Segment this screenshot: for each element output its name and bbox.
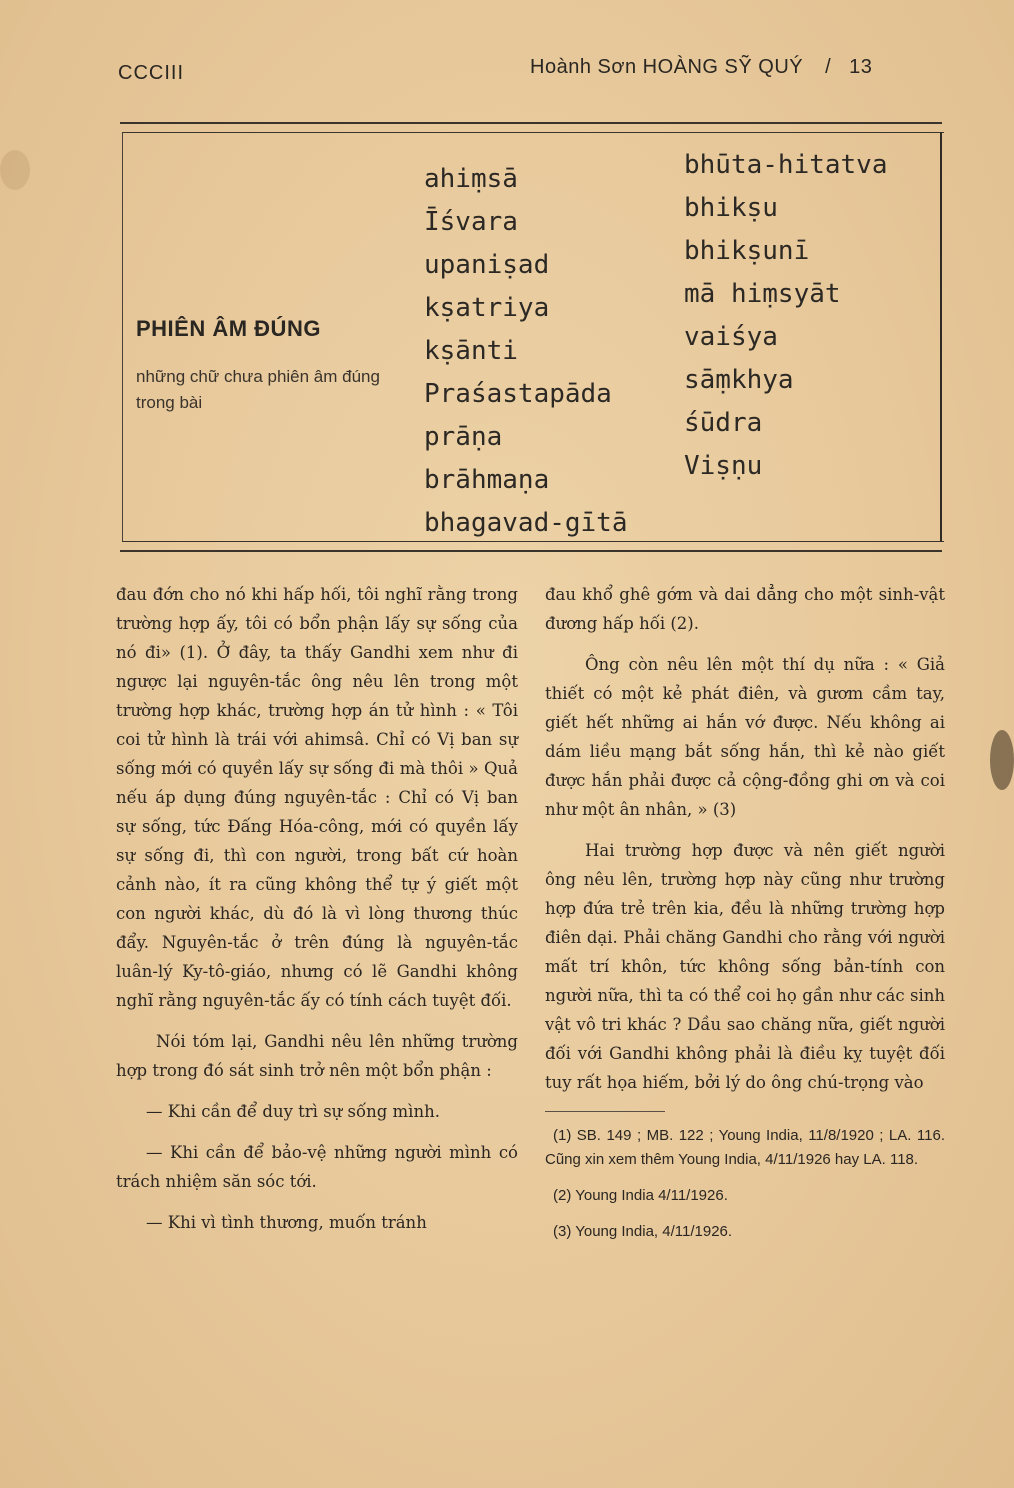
footnote: (2) Young India 4/11/1926. [553, 1187, 728, 1204]
list-item: — Khi vì tình thương, muốn tránh [146, 1213, 427, 1232]
page-number: 13 [849, 56, 873, 78]
term-item: śūdra [684, 408, 763, 438]
header-separator: / [825, 56, 832, 78]
terms-right-list [684, 144, 888, 488]
footnote: (3) Young India, 4/11/1926. [553, 1223, 733, 1240]
term-item: Praśastapāda [424, 379, 612, 409]
footnote-rule [545, 1111, 665, 1112]
box-subtitle: những chữ chưa phiên âm đúng trong bài [136, 367, 380, 412]
body-paragraph: Ông còn nêu lên một thí dụ nữa : « Giả thiết có một kẻ phát điên, và gươm cầm tay, giết hết những ai hắn vớ được. Nếu không ai dám liều mạng bắt sống hắn, thì kẻ nào giết được hắn phải được cả cộng-đồng ghi ơn và coi như một ân nhân, » (3) [545, 655, 945, 819]
running-header-left: CCCIII [118, 62, 184, 84]
term-item: mā hiṃsyāt [684, 279, 841, 309]
term-item: ahiṃsā [424, 164, 518, 194]
body-paragraph: Nói tóm lại, Gandhi nêu lên những trường hợp trong đó sát sinh trở nên một bổn phận : [116, 1032, 518, 1080]
left-column [116, 580, 518, 1249]
bottom-rule [120, 550, 942, 552]
body-paragraph: đau khổ ghê gớm và dai dẳng cho một sinh-vật đương hấp hối (2). [545, 585, 945, 633]
term-item: Viṣṇu [684, 451, 763, 481]
term-item: bhagavad-gītā [424, 508, 628, 538]
term-item: bhikṣu [684, 193, 778, 223]
top-rule [120, 122, 942, 124]
right-column [545, 580, 945, 1256]
paper-stain [990, 730, 1014, 790]
running-header-right [530, 56, 872, 79]
term-item: vaiśya [684, 322, 778, 352]
body-paragraph: Hai trường hợp được và nên giết người ông nêu lên, trường hợp này cũng như trường hợp đứa trẻ trên kia, đều là những trường hợp điên dại. Phải chăng Gandhi cho rằng với người mất trí khôn, tức không sống bản-tính con người nữa, thì ta có thể coi họ gần như các sinh vật vô tri khác ? Dầu sao chăng nữa, giết người đối với Gandhi không phải là điều kỵ tuyệt đối tuy rất họa hiếm, bởi lý do ông chú-trọng vào [545, 841, 945, 1092]
term-item: Īśvara [424, 207, 518, 237]
term-item: sāṃkhya [684, 365, 794, 395]
author-name: Hoành Sơn HOÀNG SỸ QUÝ [530, 56, 804, 78]
paper-stain [0, 150, 30, 190]
term-item: bhūta-hitatva [684, 150, 888, 180]
list-item: — Khi cần để bảo-vệ những người mình có trách nhiệm săn sóc tới. [116, 1143, 518, 1191]
term-item: kṣānti [424, 336, 518, 366]
term-item: prāṇa [424, 422, 503, 452]
terms-left-list [424, 158, 628, 545]
term-item: kṣatriya [424, 293, 550, 323]
box-right-border [940, 132, 942, 542]
term-item: brāhmaṇa [424, 465, 550, 495]
box-title: PHIÊN ÂM ĐÚNG [136, 316, 321, 341]
footnote: (1) SB. 149 ; MB. 122 ; Young India, 11/8/1920 ; LA. 116. Cũng xin xem thêm Young India, 4/11/1926 hay LA. 118. [545, 1127, 945, 1168]
term-item: bhikṣunī [684, 236, 810, 266]
body-paragraph: đau đớn cho nó khi hấp hối, tôi nghĩ rằng trong trường hợp ấy, tôi có bổn phận lấy sự sống của nó đi» (1). Ở đây, ta thấy Gandhi xem như đi ngược lại nguyên-tắc ông nêu lên trong một trường hợp khác, trường hợp án tử hình : « Tôi coi tử hình là trái với ahimsâ. Chỉ có Vị ban sự sống mới có quyền lấy sự sống đi mà thôi » Quả nếu áp dụng đúng nguyên-tắc : Chỉ có Vị ban sự sống, tức Đấng Hóa-công, mới có quyền lấy sự sống đi, thì con người, trong bất cứ hoàn cảnh nào, ít ra cũng không thể tự ý giết một con người khác, dù đó là vì lòng thương thúc đẩy. Nguyên-tắc ở trên đúng là nguyên-tắc luân-lý Ky-tô-giáo, nhưng có lẽ Gandhi không nghĩ rằng nguyên-tắc ấy có tính cách tuyệt đối. [116, 585, 518, 1010]
term-item: upaniṣad [424, 250, 550, 280]
list-item: — Khi cần để duy trì sự sống mình. [146, 1102, 440, 1121]
